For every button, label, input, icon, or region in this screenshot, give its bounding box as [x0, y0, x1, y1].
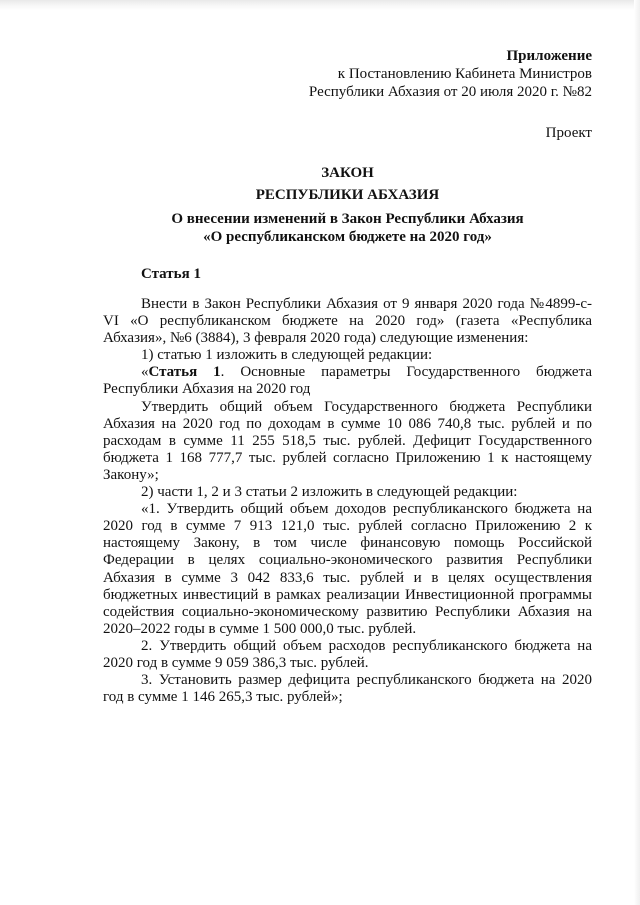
- annex-title: Приложение: [506, 48, 592, 64]
- article-1-title: . Основные параметры Государственного бюджета Республики Абхазия на 2020 год: [103, 364, 592, 398]
- paragraph-item-1: 1) статью 1 изложить в следующей редакции:: [141, 347, 433, 364]
- draft-label: Проект: [545, 125, 592, 141]
- law-subtitle: [103, 210, 592, 246]
- article-1-label: Статья 1: [148, 364, 221, 381]
- article-heading: Статья 1: [141, 266, 201, 282]
- law-title: ЗАКОН: [321, 165, 374, 181]
- annex-line-1: к Постановлению Кабинета Министров: [337, 66, 592, 82]
- paragraph-article-1-heading: [103, 364, 592, 398]
- scan-shadow-top: [0, 0, 640, 10]
- quote-open: «: [141, 364, 149, 381]
- paragraph-part-2: 2. Утвердить общий объем расходов республиканского бюджета на 2020 год в сумме 9 059 386,3 тыс. рублей.: [103, 637, 592, 671]
- law-subtitle-line-1: О внесении изменений в Закон Республики Абхазия: [171, 211, 524, 227]
- paragraph-part-3: 3. Установить размер дефицита республиканского бюджета на 2020 год в сумме 1 146 265,3 тыс. рублей»;: [103, 672, 592, 706]
- annex-line-2: Республики Абхазия от 20 июля 2020 г. №82: [308, 84, 592, 100]
- paragraph-item-2: 2) части 1, 2 и 3 статьи 2 изложить в следующей редакции:: [141, 484, 518, 501]
- scan-shadow-right: [634, 0, 640, 905]
- law-title-republic: РЕСПУБЛИКИ АБХАЗИЯ: [255, 187, 440, 203]
- paragraph-article-1-text: Утвердить общий объем Государственного бюджета Республики Абхазия на 2020 год по доходам в сумме 10 086 740,8 тыс. рублей и по расходам в сумме 11 255 518,5 тыс. рублей. Дефицит Государственного бюджета 1 168 777,7 тыс. рублей согласно Приложению 1 к настоящему Закону»;: [103, 398, 592, 483]
- annex-block: [309, 47, 592, 101]
- document-body: [103, 296, 592, 706]
- law-subtitle-line-2: «О республиканском бюджете на 2020 год»: [203, 229, 492, 245]
- paragraph-intro: Внести в Закон Республики Абхазия от 9 января 2020 года №4899-с-VI «О республиканском бюджете на 2020 год» (газета «Республика Абхазия», №6 (3884), 3 февраля 2020 года) следующие изменения:: [103, 296, 592, 347]
- paragraph-part-1: «1. Утвердить общий объем доходов республиканского бюджета на 2020 год в сумме 7 913 121,0 тыс. рублей согласно Приложению 2 к настоящему Закону, в том числе финансовую помощь Российской Федерации в целях социально-экономического развития Республики Абхазия в сумме 3 042 833,6 тыс. рублей и в целях осуществления бюджетных инвестиций в рамках реализации Инвестиционной программы содействия социально-экономическому развитию Республики Абхазия на 2020–2022 годы в сумме 1 500 000,0 тыс. рублей.: [103, 501, 592, 637]
